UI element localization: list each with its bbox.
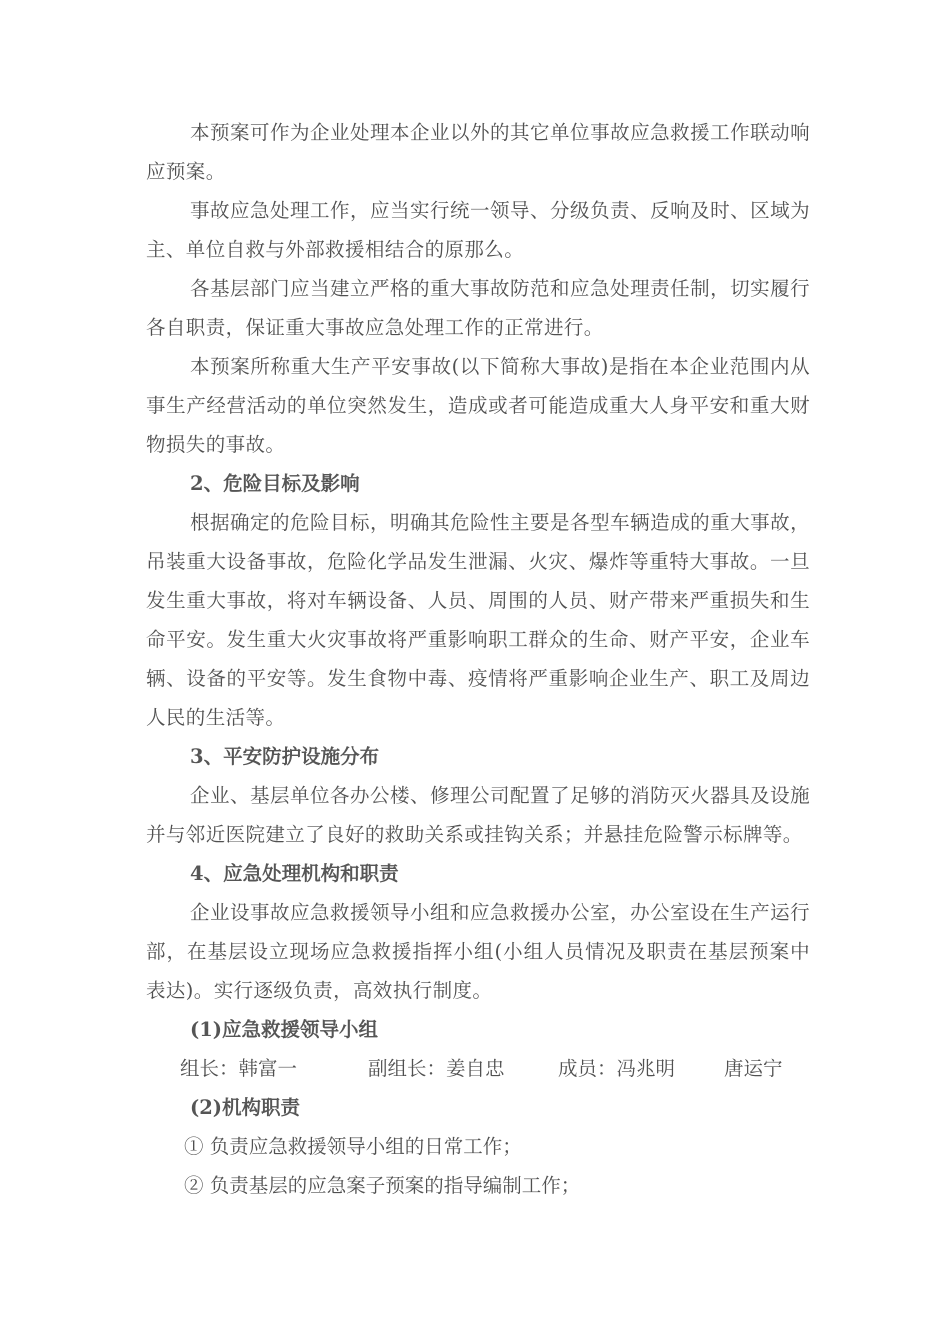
section-heading-safety-facilities: 3、平安防护设施分布: [190, 745, 380, 768]
paragraph-emergency-organization: 企业设事故应急救援领导小组和应急救援办公室，办公室设在生产运行部，在基层设立现场应急救援指挥小组(小组人员情况及职责在基层预案中表达)。实行逐级负责，高效执行制度。: [146, 901, 810, 1002]
subheading-duties: (2)机构职责: [190, 1096, 301, 1119]
group-member: 唐运宁: [724, 1057, 783, 1080]
paragraph-definition: 本预案所称重大生产平安事故(以下简称大事故)是指在本企业范围内从事生产经营活动的单位突然发生，造成或者可能造成重大人身平安和重大财物损失的事故。: [146, 355, 810, 456]
paragraph-principles: 事故应急处理工作，应当实行统一领导、分级负责、反响及时、区域为主、单位自救与外部救援相结合的原那么。: [146, 199, 810, 261]
paragraph-safety-facilities: 企业、基层单位各办公楼、修理公司配置了足够的消防灭火器具及设施并与邻近医院建立了良好的救助关系或挂钩关系；并悬挂危险警示标牌等。: [146, 784, 810, 846]
paragraph-hazard-impact: 根据确定的危险目标，明确其危险性主要是各型车辆造成的重大事故，吊装重大设备事故，危险化学品发生泄漏、火灾、爆炸等重特大事故。一旦发生重大事故，将对车辆设备、人员、周围的人员、财产带来严重损失和生命平安。发生重大火灾事故将严重影响职工群众的生命、财产平安，企业车辆、设备的平安等。发生食物中毒、疫情将严重影响企业生产、职工及周边人民的生活等。: [146, 511, 810, 729]
subheading-leadership-group: (1)应急救援领导小组: [190, 1018, 379, 1041]
paragraph-scope: 本预案可作为企业处理本企业以外的其它单位事故应急救援工作联动响应预案。: [146, 121, 810, 183]
vice-group-leader: 副组长：姜自忠: [368, 1057, 505, 1080]
document-body: [146, 113, 810, 1205]
group-member: 成员：冯兆明: [558, 1057, 676, 1080]
duty-item: ① 负责应急救援领导小组的日常工作；: [184, 1135, 522, 1158]
group-leader: 组长：韩富一: [180, 1057, 298, 1080]
section-heading-emergency-organization: 4、应急处理机构和职责: [190, 862, 399, 885]
paragraph-responsibility: 各基层部门应当建立严格的重大事故防范和应急处理责任制，切实履行各自职责，保证重大事故应急处理工作的正常进行。: [146, 277, 810, 339]
members-line: [146, 1049, 810, 1088]
section-heading-hazard-targets: 2、危险目标及影响: [190, 472, 360, 495]
duty-item: ② 负责基层的应急案子预案的指导编制工作；: [184, 1174, 581, 1197]
